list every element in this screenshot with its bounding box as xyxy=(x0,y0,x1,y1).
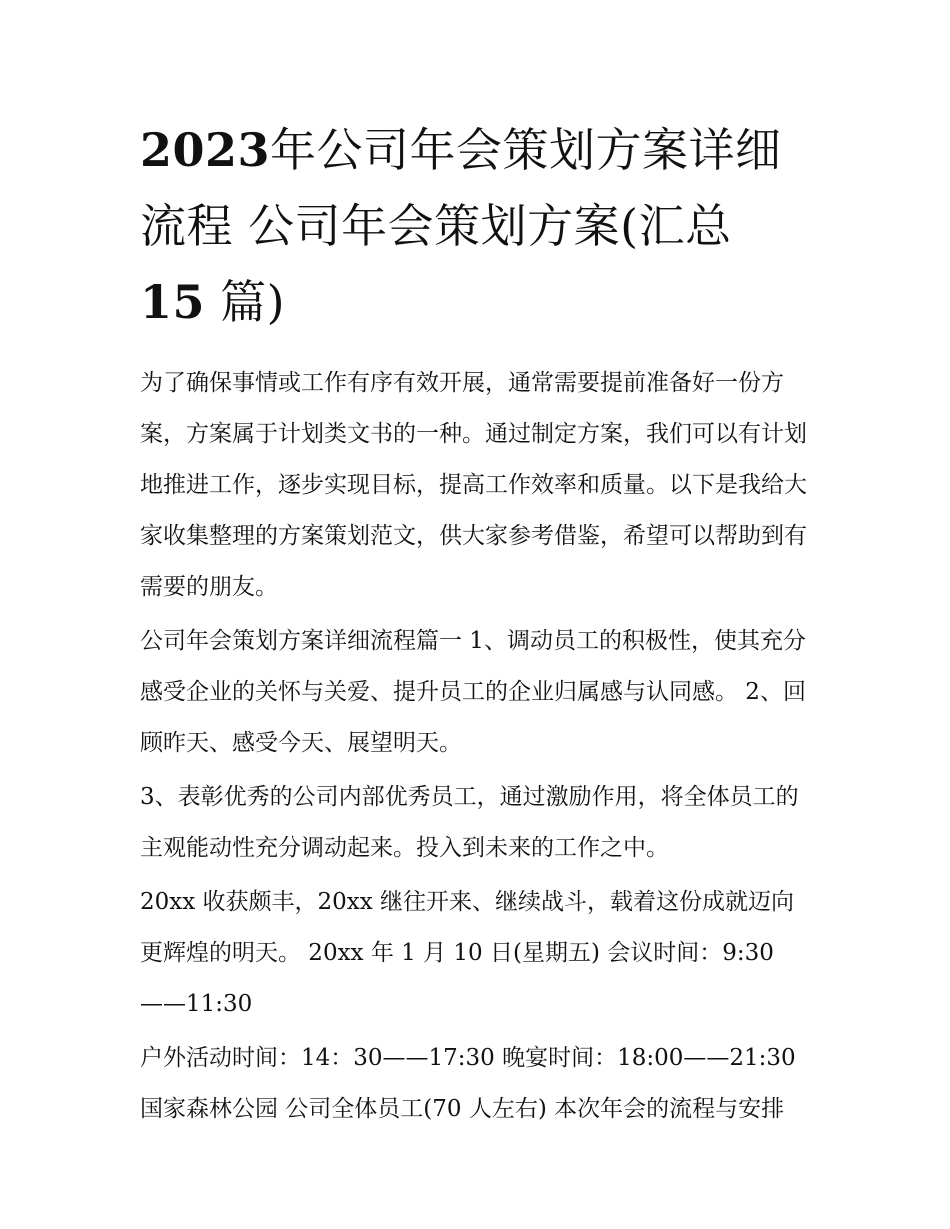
title-suffix: 篇) xyxy=(220,275,286,329)
paragraph-item-three: 3、表彰优秀的公司内部优秀员工，通过激励作用，将全体员工的主观能动性充分调动起来。投入到未来的工作之中。 xyxy=(140,784,799,861)
document-title xyxy=(140,112,812,340)
paragraph-activity-time: 户外活动时间：14：30——17:30 晚宴时间：18:00——21:30 国家森林公园 公司全体员工(70 人左右) 本次年会的流程与安排 xyxy=(140,1045,796,1122)
document-content xyxy=(140,112,812,1138)
paragraph-schedule: 20xx 收获颇丰，20xx 继往开来、继续战斗，载着这份成就迈向更辉煌的明天。 20xx 年 1 月 10 日(星期五) 会议时间：9:30——11:30 xyxy=(140,889,795,1017)
title-main: 年公司年会策划方案详细流程 公司年会策划方案(汇总 xyxy=(140,123,782,253)
paragraph-intro: 为了确保事情或工作有序有效开展，通常需要提前准备好一份方案，方案属于计划类文书的一种。通过制定方案，我们可以有计划地推进工作，逐步实现目标，提高工作效率和质量。以下是我给大家收集整理的方案策划范文，供大家参考借鉴，希望可以帮助到有需要的朋友。 xyxy=(140,370,807,600)
title-count: 15 xyxy=(140,275,206,329)
title-year: 2023 xyxy=(140,123,271,177)
paragraph-section-one: 公司年会策划方案详细流程篇一 1、调动员工的积极性，使其充分感受企业的关怀与关爱、提升员工的企业归属感与认同感。 2、回顾昨天、感受今天、展望明天。 xyxy=(140,628,806,756)
